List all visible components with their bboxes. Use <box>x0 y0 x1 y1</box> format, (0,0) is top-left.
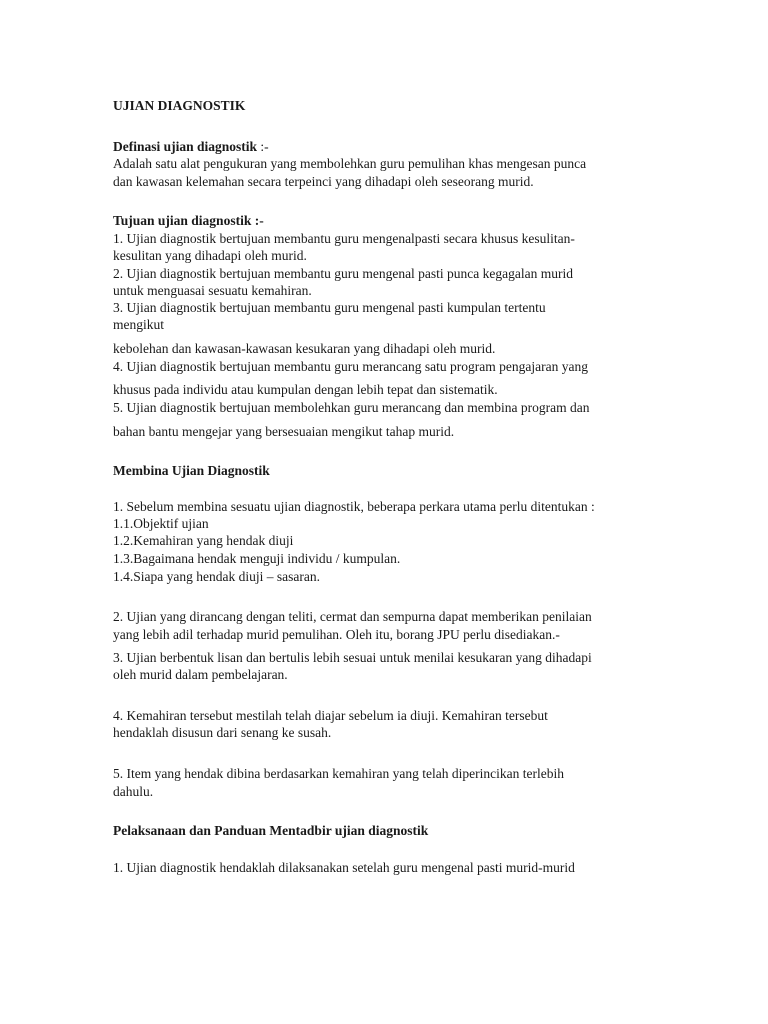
membina-subitem-line: 1.2.Kemahiran yang hendak diuji <box>113 533 294 548</box>
definition-text-line: dan kawasan kelemahan secara terpeinci yang dihadapi oleh seseorang murid. <box>113 174 534 189</box>
membina-item-line: 4. Kemahiran tersebut mestilah telah diajar sebelum ia diuji. Kemahiran tersebut <box>113 708 548 723</box>
tujuan-item-line: bahan bantu mengejar yang bersesuaian mengikut tahap murid. <box>113 424 455 439</box>
pelaksanaan-heading: Pelaksanaan dan Panduan Mentadbir ujian diagnostik <box>113 823 429 838</box>
tujuan-item-line: 1. Ujian diagnostik bertujuan membantu guru mengenalpasti secara khusus kesulitan- <box>113 231 575 246</box>
membina-item-line: 1. Sebelum membina sesuatu ujian diagnostik, beberapa perkara utama perlu ditentukan : <box>113 499 595 514</box>
membina-subitem-line: 1.4.Siapa yang hendak diuji – sasaran. <box>113 569 320 584</box>
definition-heading-label: Definasi ujian diagnostik <box>113 139 258 154</box>
membina-subitem-line: 1.1.Objektif ujian <box>113 516 209 531</box>
tujuan-item-line: 3. Ujian diagnostik bertujuan membantu guru mengenal pasti kumpulan tertentu <box>113 300 546 315</box>
definition-heading-suffix: :- <box>257 139 269 154</box>
membina-item-line: oleh murid dalam pembelajaran. <box>113 667 288 682</box>
tujuan-item-line: kebolehan dan kawasan-kawasan kesukaran yang dihadapi oleh murid. <box>113 341 496 356</box>
tujuan-item-line: 2. Ujian diagnostik bertujuan membantu guru mengenal pasti punca kegagalan murid <box>113 266 574 281</box>
pelaksanaan-item-line: 1. Ujian diagnostik hendaklah dilaksanakan setelah guru mengenal pasti murid-murid <box>113 860 575 875</box>
tujuan-item-line: kesulitan yang dihadapi oleh murid. <box>113 248 307 263</box>
membina-subitem-line: 1.3.Bagaimana hendak menguji individu / kumpulan. <box>113 551 401 566</box>
membina-item-line: 2. Ujian yang dirancang dengan teliti, cermat dan sempurna dapat memberikan penilaian <box>113 609 592 624</box>
tujuan-item-line: untuk menguasai sesuatu kemahiran. <box>113 283 312 298</box>
membina-item-line: hendaklah disusun dari senang ke susah. <box>113 725 332 740</box>
document-title: UJIAN DIAGNOSTIK <box>113 98 246 113</box>
definition-heading <box>113 139 269 155</box>
membina-item-line: 3. Ujian berbentuk lisan dan bertulis lebih sesuai untuk menilai kesukaran yang dihadapi <box>113 650 592 665</box>
tujuan-heading: Tujuan ujian diagnostik :- <box>113 213 264 228</box>
tujuan-item-line: mengikut <box>113 317 164 332</box>
membina-heading: Membina Ujian Diagnostik <box>113 463 270 478</box>
membina-item-line: 5. Item yang hendak dibina berdasarkan kemahiran yang telah diperincikan terlebih <box>113 766 564 781</box>
tujuan-item-line: 4. Ujian diagnostik bertujuan membantu guru merancang satu program pengajaran yang <box>113 359 588 374</box>
definition-text-line: Adalah satu alat pengukuran yang membolehkan guru pemulihan khas mengesan punca <box>113 156 587 171</box>
membina-item-line: dahulu. <box>113 784 154 799</box>
membina-item-line: yang lebih adil terhadap murid pemulihan. Oleh itu, borang JPU perlu disediakan.- <box>113 627 560 642</box>
tujuan-item-line: 5. Ujian diagnostik bertujuan membolehkan guru merancang dan membina program dan <box>113 400 590 415</box>
tujuan-item-line: khusus pada individu atau kumpulan dengan lebih tepat dan sistematik. <box>113 382 498 397</box>
